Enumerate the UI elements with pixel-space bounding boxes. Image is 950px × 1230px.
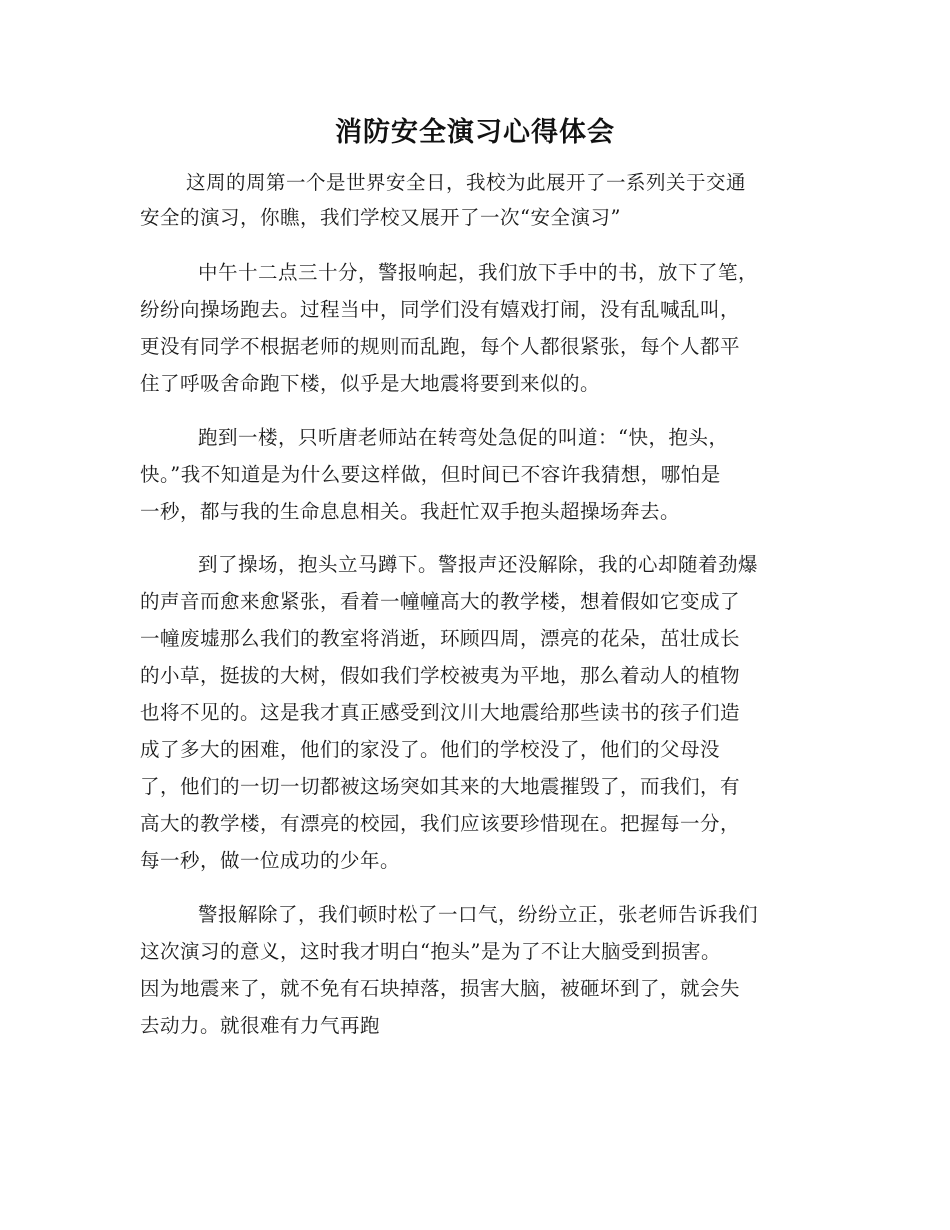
paragraph-4-line-1: 到了操场，抱头立马蹲下。警报声还没解除，我的心却随着劲爆 (198, 553, 759, 576)
paragraph-4-line-5: 也将不见的。这是我才真正感受到汶川大地震给那些读书的孩子们造 (140, 701, 741, 724)
paragraph-4-line-3: 一幢废墟那么我们的教室将消逝，环顾四周，漂亮的花朵，茁壮成长 (140, 627, 741, 650)
paragraph-4-line-7: 了，他们的一切一切都被这场突如其来的大地震摧毁了，而我们，有 (140, 775, 741, 798)
paragraph-5-line-1: 警报解除了，我们顿时松了一口气，纷纷立正，张老师告诉我们 (198, 903, 759, 926)
paragraph-2-line-1: 中午十二点三十分，警报响起，我们放下手中的书，放下了笔， (198, 261, 759, 284)
paragraph-1-line-1: 这周的周第一个是世界安全日，我校为此展开了一系列关于交通 (186, 171, 747, 194)
paragraph-1-line-2: 安全的演习，你瞧，我们学校又展开了一次“安全演习” (140, 206, 621, 229)
paragraph-5-line-3: 因为地震来了，就不免有石块掉落，损害大脑，被砸坏到了，就会失 (140, 977, 741, 1000)
paragraph-2-line-3: 更没有同学不根据老师的规则而乱跑，每个人都很紧张，每个人都平 (140, 335, 741, 358)
document-title: 消防安全演习心得体会 (335, 117, 615, 148)
paragraph-3-line-3: 一秒，都与我的生命息息相关。我赶忙双手抱头超操场奔去。 (140, 500, 681, 523)
paragraph-4-line-8: 高大的教学楼，有漂亮的校园，我们应该要珍惜现在。把握每一分， (140, 812, 741, 835)
paragraph-5-line-2: 这次演习的意义，这时我才明白“抱头”是为了不让大脑受到损害。 (140, 940, 721, 963)
paragraph-2-line-4: 住了呼吸舍命跑下楼，似乎是大地震将要到来似的。 (140, 372, 601, 395)
paragraph-3-line-1: 跑到一楼，只听唐老师站在转弯处急促的叫道：“快，抱头， (198, 426, 729, 449)
paragraph-3-line-2: 快。”我不知道是为什么要这样做，但时间已不容许我猜想，哪怕是 (140, 463, 721, 486)
paragraph-5-line-4: 去动力。就很难有力气再跑 (140, 1014, 381, 1037)
paragraph-4-line-2: 的声音而愈来愈紧张，看着一幢幢高大的教学楼，想着假如它变成了 (140, 590, 741, 613)
paragraph-4-line-4: 的小草，挺拔的大树，假如我们学校被夷为平地，那么着动人的植物 (140, 664, 741, 687)
paragraph-4-line-9: 每一秒，做一位成功的少年。 (140, 849, 401, 872)
paragraph-2-line-2: 纷纷向操场跑去。过程当中，同学们没有嬉戏打闹，没有乱喊乱叫， (140, 298, 741, 321)
paragraph-4-line-6: 成了多大的困难，他们的家没了。他们的学校没了，他们的父母没 (140, 738, 721, 761)
